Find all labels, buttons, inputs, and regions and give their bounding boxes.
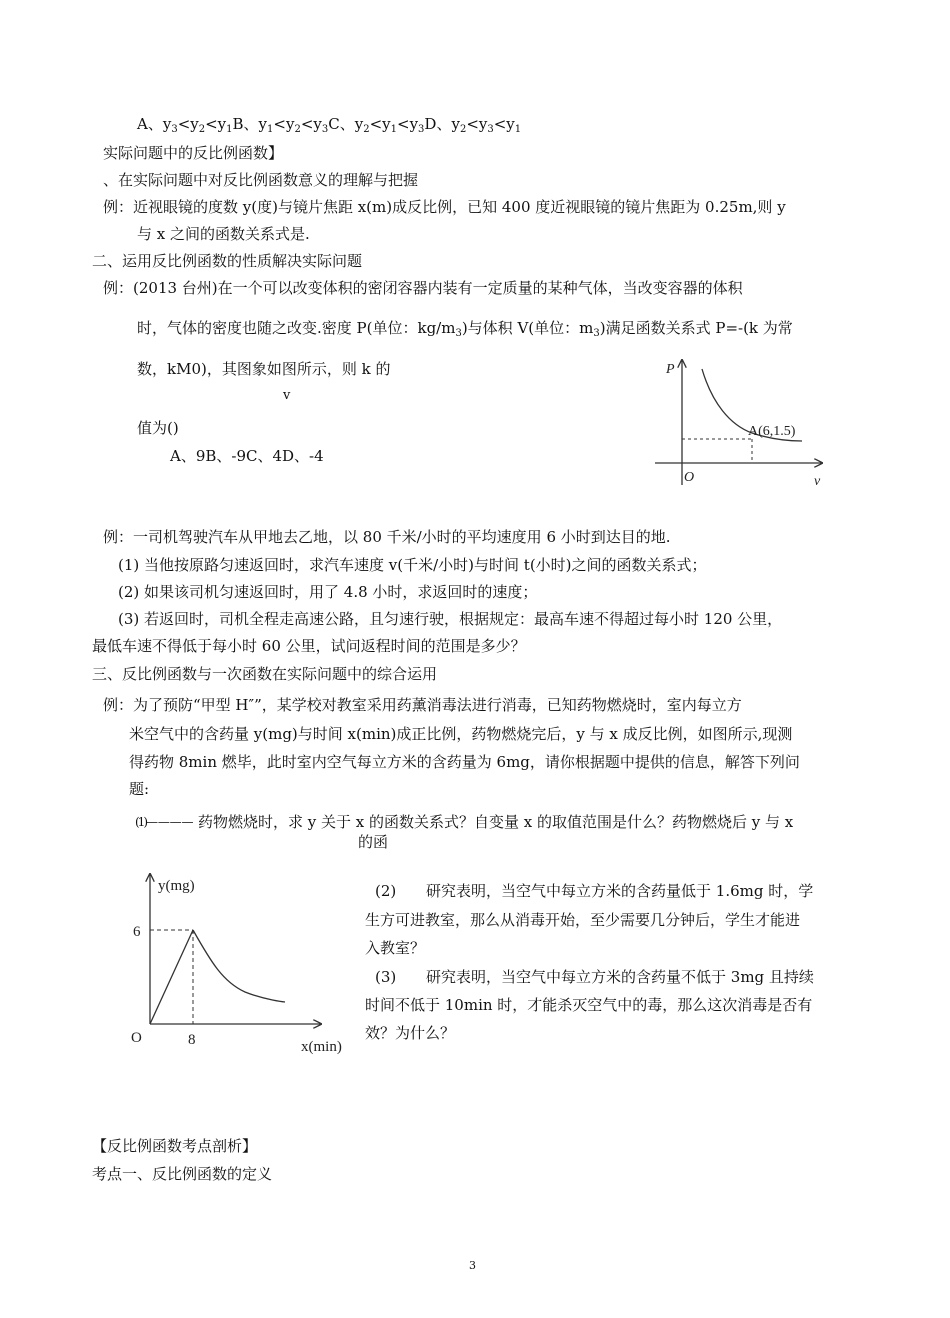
example-3-question-3b: 最低车速不得低于每小时 60 公里，试问返程时间的范围是多少？ — [92, 637, 526, 655]
example-2-line-1: 例：(2013 台州)在一个可以改变体积的密闭容器内装有一定质量的某种气体，当改变容器的体积 — [103, 279, 743, 297]
example-1-line-1: 例：近视眼镜的度数 y(度)与镜片焦距 x(m)成反比例，已知 400 度近视眼镜的镜片焦距为 0.25m,则 y — [103, 198, 786, 216]
option-d: D、$y_2<y_3<y_1$ — [424, 115, 522, 135]
option-a: A、$y_3<y_2<y_1$ — [137, 115, 233, 135]
subsection-1-title: 、在实际问题中对反比例函数意义的理解与把握 — [103, 171, 419, 189]
graph1-origin: O — [684, 470, 695, 485]
graph2-x-tick: 8 — [188, 1032, 196, 1048]
example-4-question-1b: 的函 — [358, 833, 389, 851]
example-3-question-1: (1) 当他按原路匀速返回时，求汽车速度 v(千米/小时)与时间 t(小时)之间的函数关系式； — [118, 556, 707, 574]
option-c: C、$y_2<y_1<y_3$ — [328, 115, 425, 135]
example-4-line-1: 例：为了预防“甲型 H″”，某学校对教室采用药薰消毒法进行消毒，已知药物燃烧时，室内每立方 — [103, 696, 742, 714]
graph1-point-label: A(6,1.5) — [748, 424, 796, 439]
example-2-line-2: 时，气体的密度也随之改变.密度 P(单位：$kg/m_3$)与体积 V(单位：$m_3$)满足函数关系式 P=-(k 为常 — [137, 319, 793, 339]
graph2-y-label: y(mg) — [158, 878, 195, 894]
example-4-question-3c: 效？为什么？ — [365, 1024, 456, 1042]
options-line — [137, 114, 521, 140]
graph2-curve — [193, 930, 285, 1002]
example-4-question-2-number: (2) — [375, 882, 397, 900]
page-number: 3 — [469, 1259, 476, 1272]
section-title-analysis: 【反比例函数考点剖析】 — [92, 1137, 258, 1155]
graph-pressure-volume — [650, 355, 840, 490]
example-2-line-3: 数，kM0)，其图象如图所示，则 k 的 — [137, 360, 391, 378]
graph2-y-tick: 6 — [133, 924, 141, 940]
example-4-question-1-garble: (1)— — — — — [135, 815, 192, 829]
subsection-3-title: 三、反比例函数与一次函数在实际问题中的综合运用 — [92, 665, 438, 683]
example-2-v: v — [283, 388, 291, 403]
example-4-line-4: 题: — [129, 780, 150, 798]
subsection-2-title: 二、运用反比例函数的性质解决实际问题 — [92, 252, 363, 270]
example-4-question-1a: 药物燃烧时，求 y 关于 x 的函数关系式？自变量 x 的取值范围是什么？药物燃烧后 y 与 x — [198, 813, 794, 831]
section-title-real: 实际问题中的反比例函数】 — [103, 144, 284, 162]
example-3-line-1: 例：一司机驾驶汽车从甲地去乙地，以 80 千米/小时的平均速度用 6 小时到达目的地. — [103, 528, 671, 546]
graph2-origin: O — [131, 1030, 142, 1046]
example-4-question-2b: 生方可进教室，那么从消毒开始，至少需要几分钟后，学生才能进 — [365, 911, 801, 929]
example-4-question-3b: 时间不低于 10min 时，才能杀灭空气中的毒，那么这次消毒是否有 — [365, 996, 813, 1014]
example-3-question-2: (2) 如果该司机匀速返回时，用了 4.8 小时，求返回时的速度； — [118, 583, 538, 601]
example-3-question-3a: (3) 若返回时，司机全程走高速公路，且匀速行驶，根据规定：最高车速不得超过每小时 120 公里， — [118, 610, 783, 628]
example-4-line-2: 米空气中的含药量 y(mg)与时间 x(min)成正比例，药物燃烧完后，y 与 x 成反比例，如图所示,现测 — [129, 725, 793, 743]
example-4-line-3: 得药物 8min 燃毕，此时室内空气每立方米的含药量为 6mg，请你根据题中提供的信息，解答下列问 — [129, 753, 800, 771]
example-1-line-2: 与 x 之间的函数关系式是. — [137, 225, 310, 243]
option-b: B、$y_1<y_2<y_3$ — [232, 115, 329, 135]
example-4-question-3a: 研究表明，当空气中每立方米的含药量不低于 3mg 且持续 — [426, 968, 814, 986]
example-2-line-4: 值为() — [137, 419, 179, 437]
example-4-question-3-number: (3) — [375, 968, 397, 986]
graph1-y-label: P — [666, 362, 675, 377]
graph-drug-content — [125, 870, 342, 1055]
example-4-question-2c: 入教室？ — [365, 939, 426, 957]
graph1-x-label: v — [814, 474, 821, 489]
example-4-question-2a: 研究表明，当空气中每立方米的含药量低于 1.6mg 时，学 — [426, 882, 814, 900]
kaodian-1-title: 考点一、反比例函数的定义 — [92, 1165, 273, 1183]
graph2-line-segment — [150, 930, 193, 1024]
example-2-options: A、9B、-9C、4D、-4 — [170, 447, 324, 465]
graph2-x-label: x(min) — [301, 1039, 342, 1055]
